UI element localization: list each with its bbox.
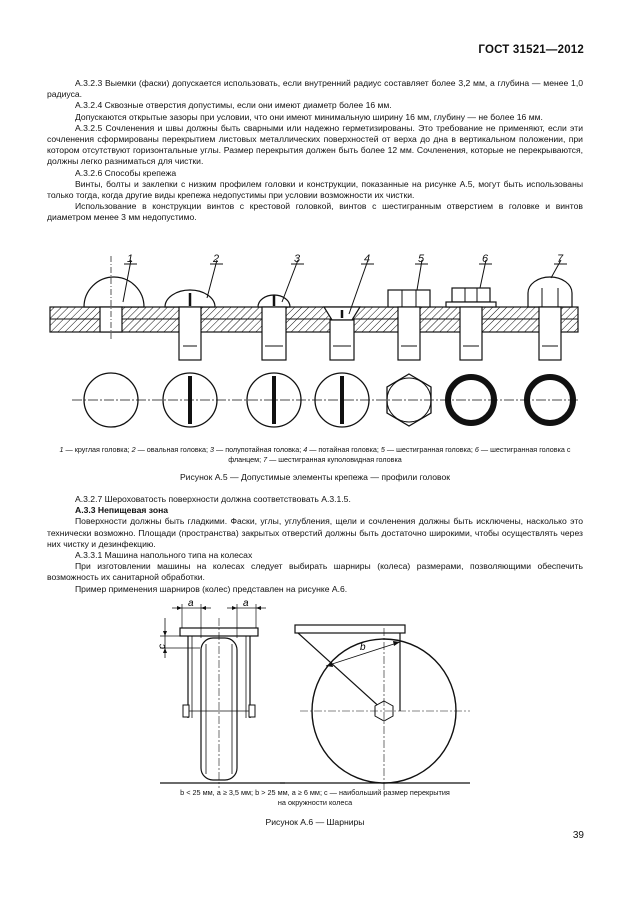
paragraph-open-gaps: Допускаются открытые зазоры при условии, что они имеют минимальную ширину 16 мм, глубину — не более 16 мм. xyxy=(75,111,543,122)
document-header: ГОСТ 31521—2012 xyxy=(478,44,584,56)
dimension-c xyxy=(157,618,200,658)
paragraph-wheel-example: Пример применения шарниров (колес) представлен на рисунке А.6. xyxy=(75,583,348,594)
text-block-2 xyxy=(47,494,583,595)
figure-a6-note xyxy=(47,788,583,807)
dimension-b xyxy=(326,641,400,667)
paragraph-a3-3-1: А.3.3.1 Машина напольного типа на колесах xyxy=(75,550,253,561)
page-number: 39 xyxy=(572,830,584,841)
label-5: 5 xyxy=(418,253,425,265)
figure-a6-caption: Рисунок А.6 — Шарниры xyxy=(265,817,365,827)
label-1: 1 xyxy=(127,253,134,265)
label-3: 3 xyxy=(294,253,301,265)
dim-b-label: b xyxy=(360,642,366,653)
fastener-1-round-head xyxy=(84,256,144,427)
paragraph-wheels: При изготовлении машины на колесах следует выбирать шарниры (колеса) размерами, позволяющими обеспечить возможность их санитарной обработки. xyxy=(47,561,583,583)
heading-a3-3: А.3.3 Непищевая зона xyxy=(75,505,169,516)
figure-a6-note-line1: b < 25 мм, a ≥ 3,5 мм; b > 25 мм, a ≥ 6 мм; c — наибольший размер перекрытия xyxy=(180,788,450,797)
paragraph-a3-2-6: А.3.2.6 Способы крепежа xyxy=(75,167,177,178)
paragraph-fasteners: Винты, болты и заклепки с низким профилем головки и конструкции, показанные на рисунке А.5, могут быть использованы только тогда, когда другие виды крепежа недопустимы при условии возможности их чистки. xyxy=(47,178,583,201)
figure-a5-legend: 1 — круглая головка; 2 — овальная головка; 3 — полупотайная головка; 4 — потайная головка; 5 — шестигранная головка; 6 — шестигранная головка с фланцем; 7 — шестигранная куполовидная головка xyxy=(59,445,571,464)
dim-a-label-left: a xyxy=(188,598,194,609)
label-6: 6 xyxy=(482,253,489,265)
label-2: 2 xyxy=(213,253,220,265)
paragraph-a3-2-7: А.3.2.7 Шероховатость поверхности должна соответствовать А.3.1.5. xyxy=(75,494,351,504)
text-block-1 xyxy=(47,78,583,224)
plate-cross-section xyxy=(50,307,578,332)
paragraph-a3-2-5: А.3.2.5 Сочленения и швы должны быть сварными или надежно герметизированы. Это требование не применяют, если эти сочленения сформированы перекрытием листовых металлических поверхностей от верха до дна в вертикальном положении, при котором отсутствуют горизонтальные углы. Размер перекрытия должен быть более 12 мм. Сочленения, которые не перекрываются, должны легко разниматься для чистки. xyxy=(47,122,583,167)
dim-c-label: c xyxy=(157,644,168,649)
figure-a6-drawing xyxy=(0,598,630,813)
paragraph-a3-2-4: А.3.2.4 Сквозные отверстия допустимы, если они имеют диаметр более 16 мм. xyxy=(75,100,392,111)
figure-a5-drawing xyxy=(0,248,630,443)
fastener-labels xyxy=(127,253,564,265)
label-7: 7 xyxy=(557,253,564,265)
figure-a5-caption: Рисунок А.5 — Допустимые элементы крепежа — профили головок xyxy=(179,472,451,482)
paragraph-non-food-zone: Поверхности должны быть гладкими. Фаски, углы, углубления, щели и сочленения должны быть исключены, насколько это технически возможно. Площади (пространства) закрытых отверстий должны быть достаточно широкими, чтобы осуществлять через них чистку и дезинфекцию. xyxy=(47,516,583,549)
paragraph-a3-2-3: А.3.2.3 Выемки (фаски) допускается использовать, если внутренний радиус составляет более 3,2 мм, а глубина — менее 1,0 радиуса. xyxy=(47,78,583,100)
label-4: 4 xyxy=(364,253,371,265)
paragraph-forbidden-screws: Использование в конструкции винтов с крестовой головкой, винтов с шестигранным отверстием в головке и винтов диаметром менее 3 мм недопустимо. xyxy=(47,201,583,223)
figure-a6-note-line2: на окружности колеса xyxy=(277,797,353,807)
fastener-7-hex-domed xyxy=(527,277,573,423)
caster-front-view xyxy=(160,618,285,788)
dim-a-label-right: a xyxy=(243,598,249,609)
